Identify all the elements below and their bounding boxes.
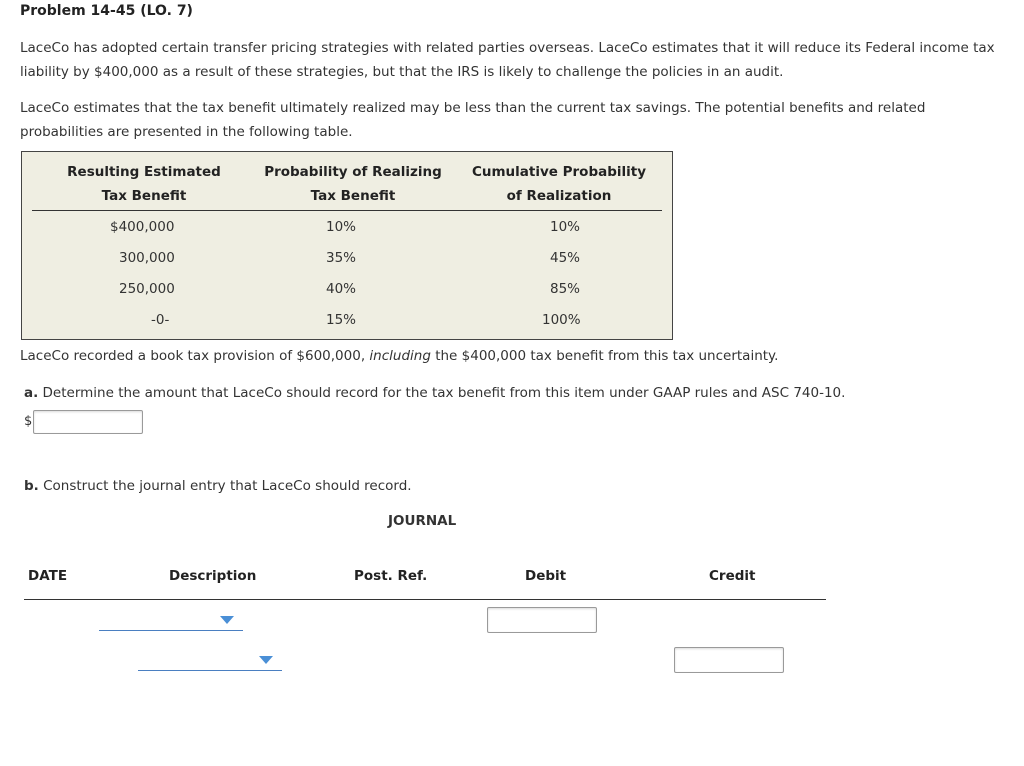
column-header-debit: Debit xyxy=(525,568,567,584)
probability-table xyxy=(21,151,673,340)
credit-input-2[interactable] xyxy=(674,647,784,673)
table-cell: 100% xyxy=(542,312,581,328)
table-cell: 35% xyxy=(326,250,357,266)
chevron-down-icon xyxy=(259,656,273,664)
second-paragraph: LaceCo estimates that the tax benefit ultimately realized may be less than the current tax savings. The potential benefits and related probabilities are presented in the following table. xyxy=(20,100,926,140)
table-cell: 15% xyxy=(326,312,357,328)
table-cell: 85% xyxy=(550,281,581,297)
table-cell: $400,000 xyxy=(110,219,175,235)
question-b: b. Construct the journal entry that LaceCo should record. xyxy=(24,478,412,494)
table-cell: 10% xyxy=(550,219,581,235)
chevron-down-icon xyxy=(220,616,234,624)
question-a: a. Determine the amount that LaceCo should record for the tax benefit from this item under GAAP rules and ASC 740-10. xyxy=(24,385,846,401)
journal-header-rule xyxy=(24,599,826,600)
column-header-post-ref: Post. Ref. xyxy=(354,568,428,584)
description-dropdown-2[interactable] xyxy=(138,656,282,671)
column-header-credit: Credit xyxy=(709,568,756,584)
debit-input-1[interactable] xyxy=(487,607,597,633)
tax-benefit-amount-input[interactable] xyxy=(33,410,143,434)
table-header-probability: Probability of Realizing Tax Benefit xyxy=(264,164,442,204)
problem-title: Problem 14-45 (LO. 7) xyxy=(20,3,193,19)
table-cell: 45% xyxy=(550,250,581,266)
table-cell: 10% xyxy=(326,219,357,235)
table-header-rule xyxy=(32,210,662,211)
column-header-description: Description xyxy=(169,568,257,584)
table-cell: 300,000 xyxy=(119,250,175,266)
intro-paragraph: LaceCo has adopted certain transfer pricing strategies with related parties overseas. LaceCo estimates that it will reduce its Federal income tax liability by $400,000 as a result of these strategies, but that the IRS is likely to challenge the policies in an audit. xyxy=(20,40,995,80)
currency-symbol: $ xyxy=(24,414,33,429)
table-cell: -0- xyxy=(151,312,170,328)
table-cell: 40% xyxy=(326,281,357,297)
column-header-date: DATE xyxy=(28,568,68,584)
description-dropdown-1[interactable] xyxy=(99,616,243,631)
table-header-estimated-benefit: Resulting Estimated Tax Benefit xyxy=(67,164,221,204)
provision-statement: LaceCo recorded a book tax provision of $600,000, including the $400,000 tax benefit from this tax uncertainty. xyxy=(20,348,779,364)
table-header-cumulative: Cumulative Probability of Realization xyxy=(471,164,647,204)
journal-title: JOURNAL xyxy=(388,513,457,529)
table-cell: 250,000 xyxy=(119,281,175,297)
